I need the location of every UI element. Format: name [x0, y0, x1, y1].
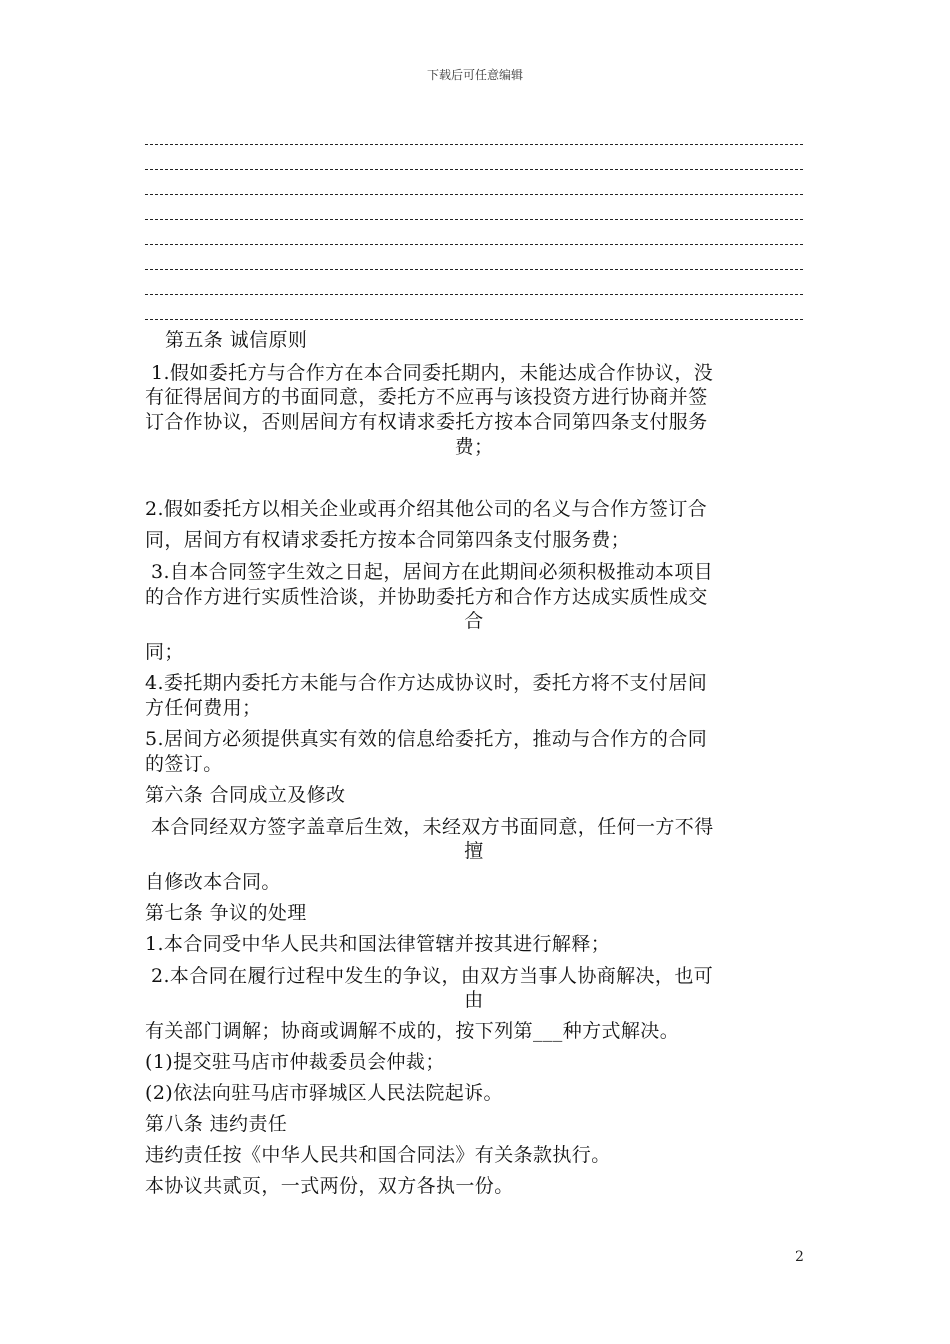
text-line: 4.委托期内委托方未能与合作方达成协议时，委托方将不支付居间	[145, 672, 708, 694]
text-line: 擅	[464, 840, 484, 862]
text-line: 自修改本合同。	[145, 871, 281, 893]
text-line: 由	[464, 989, 484, 1011]
text-line: 2.假如委托方以相关企业或再介绍其他公司的名义与合作方签订合	[145, 498, 708, 520]
section-heading-8: 第八条 违约责任	[145, 1113, 288, 1135]
blank-line	[145, 270, 803, 295]
text-line: 订合作协议，否则居间方有权请求委托方按本合同第四条支付服务	[145, 411, 708, 433]
blank-fill-lines	[145, 120, 803, 320]
text-line: 有征得居间方的书面同意，委托方不应再与该投资方进行协商并签	[145, 386, 708, 408]
blank-line	[145, 145, 803, 170]
blank-line	[145, 295, 803, 320]
text-line: 违约责任按《中华人民共和国合同法》有关条款执行。	[145, 1144, 611, 1166]
text-line: 1.假如委托方与合作方在本合同委托期内，未能达成合作协议，没	[151, 362, 714, 384]
blank-line	[145, 195, 803, 220]
text-line: 有关部门调解；协商或调解不成的，按下列第___种方式解决。	[145, 1020, 680, 1042]
text-line: 的签订。	[145, 753, 223, 775]
text-line: 3.自本合同签字生效之日起，居间方在此期间必须积极推动本项目	[151, 561, 714, 583]
text-line: 费；	[454, 436, 494, 458]
text-line: 本协议共贰页，一式两份，双方各执一份。	[145, 1175, 514, 1197]
blank-line	[145, 120, 803, 145]
page-header: 下载后可任意编辑	[426, 68, 523, 82]
text-line: (1)提交驻马店市仲裁委员会仲裁；	[145, 1051, 445, 1073]
blank-line	[145, 245, 803, 270]
text-line: 2.本合同在履行过程中发生的争议，由双方当事人协商解决，也可	[151, 965, 714, 987]
text-line: 同；	[145, 641, 184, 663]
section-heading-6: 第六条 合同成立及修改	[145, 784, 346, 806]
text-line: 同，居间方有权请求委托方按本合同第四条支付服务费；	[145, 529, 631, 551]
blank-line	[145, 170, 803, 195]
text-line: 合	[464, 610, 484, 632]
blank-line	[145, 220, 803, 245]
text-line: 本合同经双方签字盖章后生效，未经双方书面同意，任何一方不得	[151, 816, 714, 838]
section-heading-5: 第五条 诚信原则	[165, 329, 308, 351]
text-line: 方任何费用；	[145, 697, 262, 719]
text-line: (2)依法向驻马店市驿城区人民法院起诉。	[145, 1082, 503, 1104]
text-line: 1.本合同受中华人民共和国法律管辖并按其进行解释；	[145, 933, 611, 955]
text-line: 的合作方进行实质性洽谈，并协助委托方和合作方达成实质性成交	[145, 586, 708, 608]
text-line: 5.居间方必须提供真实有效的信息给委托方，推动与合作方的合同	[145, 728, 708, 750]
page-number: 2	[795, 1249, 804, 1265]
section-heading-7: 第七条 争议的处理	[145, 902, 307, 924]
